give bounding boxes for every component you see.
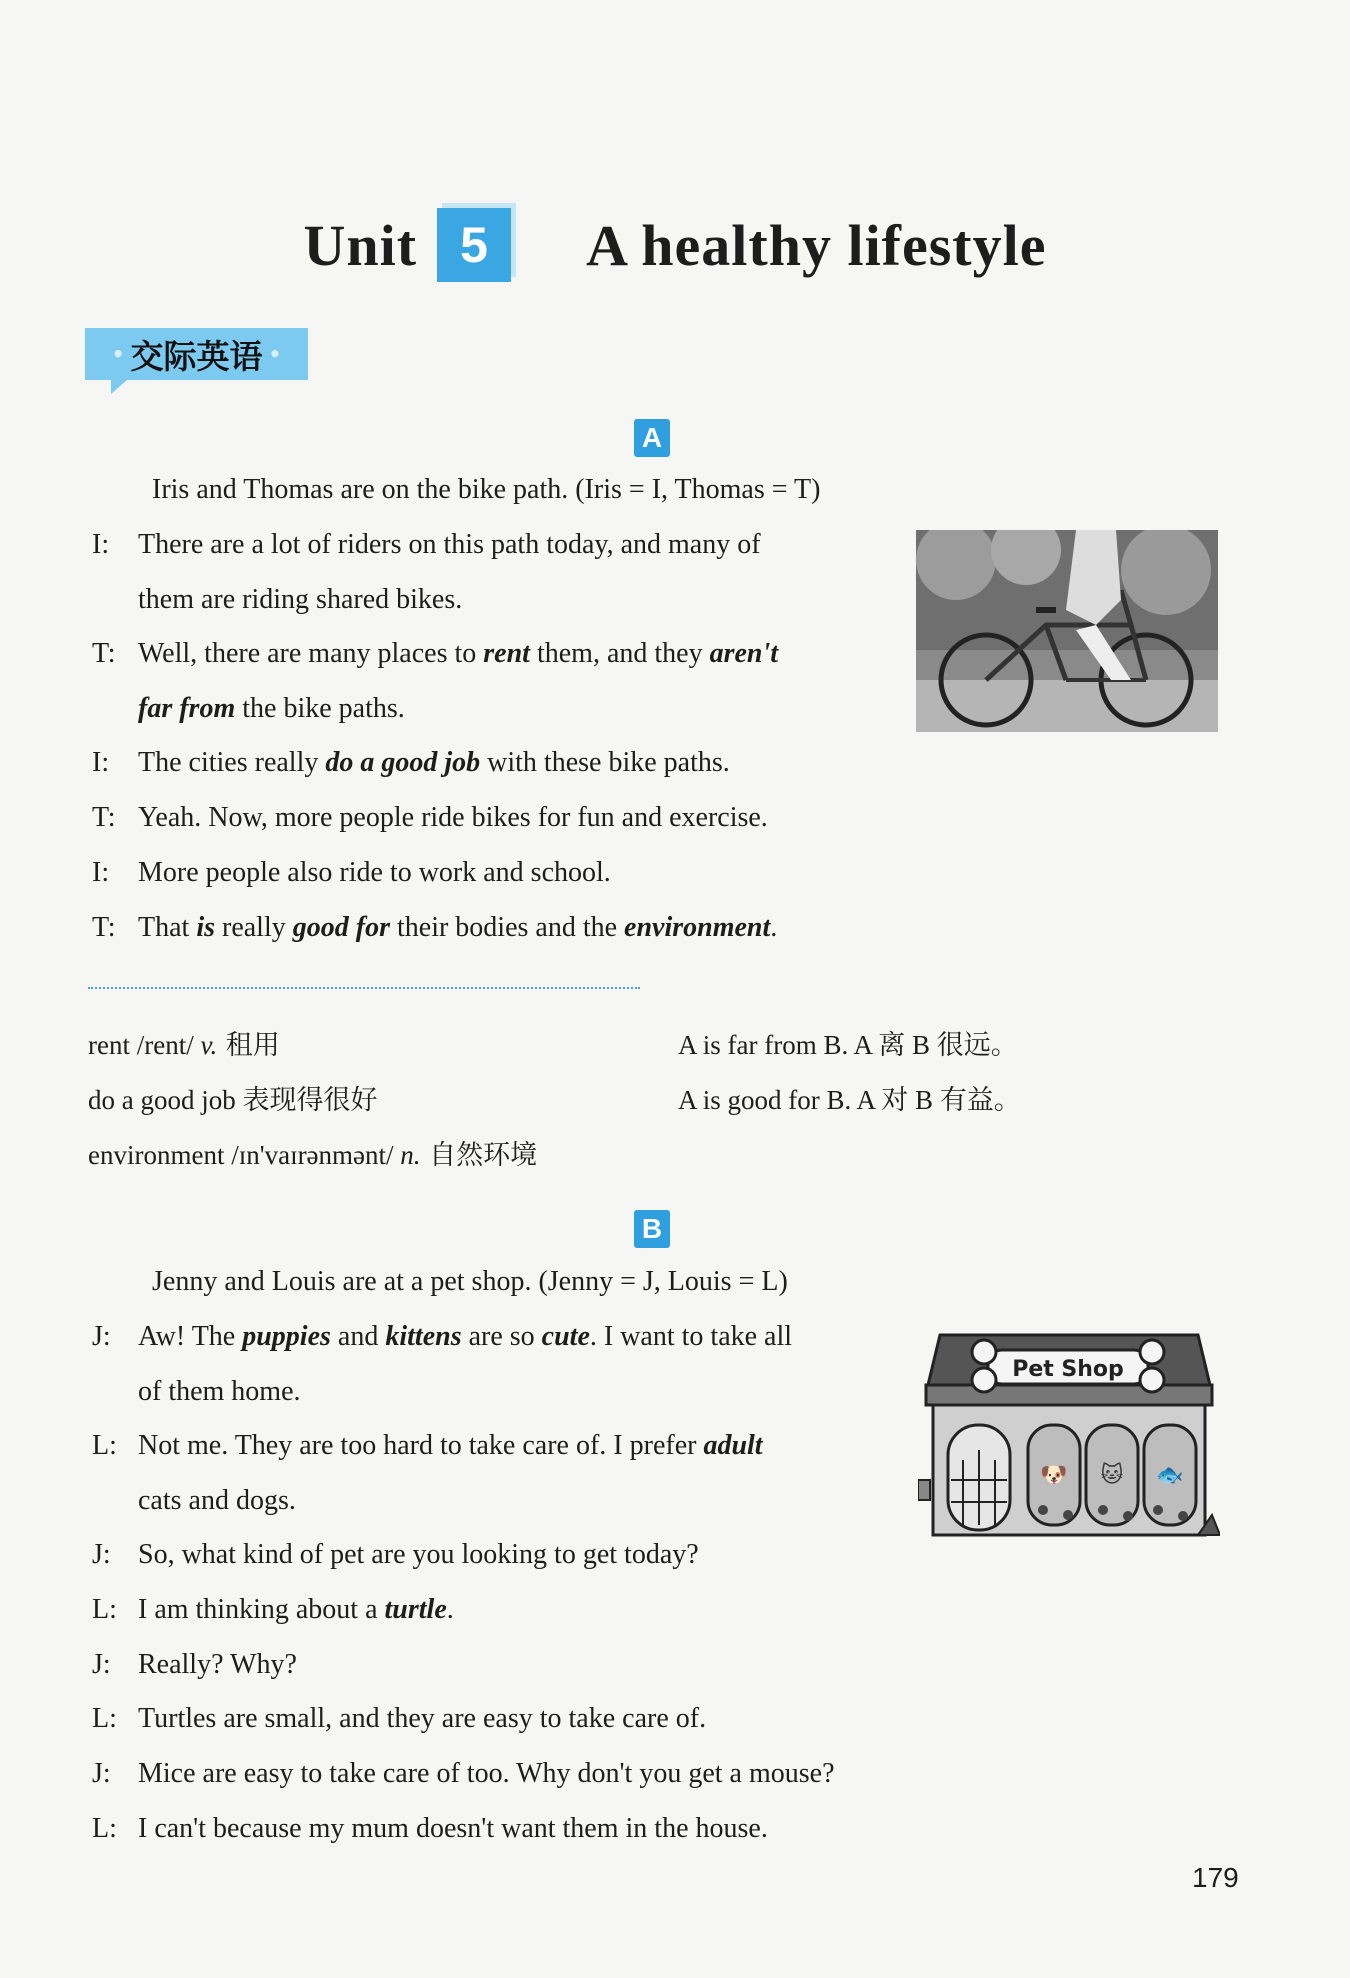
dialog-a-intro: Iris and Thomas are on the bike path. (Iris = I, Thomas = T) [152,474,821,505]
dialog-line [92,747,730,779]
dialog-line [92,529,761,561]
line-text: Mice are easy to take care of too. Why don't you get a mouse? [138,1758,835,1789]
line-text: Aw! The [138,1321,243,1352]
vocab-word: B [905,1030,937,1060]
vocab-word: B [908,1085,940,1115]
line-text: the bike paths. [235,693,405,724]
unit-word: Unit [303,212,418,278]
section-label-text: 交际英语 [130,336,263,376]
line-text: Well, there are many places to [138,638,484,669]
dialog-b-intro: Jenny and Louis are at a pet shop. (Jenny = J, Louis = L) [152,1266,788,1297]
dialog-line-continuation [138,584,462,616]
speaker-label: T: [92,638,116,669]
keyword: do a good job [325,747,481,778]
section-label [85,328,308,380]
keyword: environment [624,912,771,943]
vocab-meaning: 很远。 [936,1030,1018,1061]
vocab-item [88,1023,280,1062]
page-number: 179 [1192,1862,1239,1893]
line-text: Yeah. Now, more people ride bikes for fun and exercise. [138,802,768,833]
line-text: their bodies and the [389,912,625,943]
speaker-label: J: [92,1539,111,1570]
vocab-meaning: 租用 [217,1030,280,1061]
line-text: So, what kind of pet are you looking to get today? [138,1539,699,1570]
speaker-label: T: [92,912,116,943]
keyword: aren't [709,638,779,669]
dialog-line [92,1758,835,1790]
dialog-line [92,857,611,889]
unit-number-badge: 5 [437,208,511,282]
vocab-item [88,1078,378,1117]
dialog-line [92,1594,454,1626]
speaker-label: L: [92,1813,117,1844]
dialog-line [92,1430,763,1462]
speaker-label: L: [92,1703,117,1734]
dialog-line-continuation [138,693,405,725]
speaker-label: I: [92,747,110,778]
vocab-meaning: 自然环境 [420,1140,538,1171]
keyword: adult [703,1430,763,1461]
vocab-item [678,1023,1018,1062]
vocab-word: environment /ɪn'vaɪrənmənt/ [88,1140,401,1170]
dot-icon: • [111,342,125,366]
dialog-line-continuation [138,1485,296,1517]
line-text: them are riding shared bikes. [138,584,463,615]
line-text: cats and dogs. [138,1485,296,1516]
keyword: good for [292,912,390,943]
fish-icon: 🐟 [1156,1463,1184,1488]
speaker-label: L: [92,1594,117,1625]
keyword: rent [483,638,530,669]
bike-photo [916,530,1218,732]
pet-shop-illustration [918,1330,1220,1545]
line-text: Really? Why? [138,1649,297,1680]
line-text: with these bike paths. [480,747,730,778]
unit-title: A healthy lifestyle [586,212,1047,278]
dialog-line [92,1703,706,1735]
keyword: kittens [385,1321,462,1352]
speaker-label: J: [92,1758,111,1789]
shop-sign-text: Pet Shop [1012,1357,1124,1382]
keyword: puppies [242,1321,331,1352]
dialog-line [92,638,778,670]
line-text: them, and they [529,638,710,669]
line-text: . I want to take all [589,1321,793,1352]
vocab-meaning: 离 [878,1030,906,1061]
dialog-line [92,802,768,834]
speaker-label: T: [92,802,116,833]
speaker-label: I: [92,529,110,560]
dialog-b-badge: B [634,1210,670,1248]
line-text: More people also ride to work and school. [138,857,611,888]
unit-title-row [0,208,1350,282]
line-text: I can't because my mum doesn't want them in the house. [138,1813,768,1844]
line-text: of them home. [138,1376,301,1407]
vocab-pos: v. [200,1030,218,1060]
vocab-divider [88,987,640,989]
speaker-label: L: [92,1430,117,1461]
line-text: are so [461,1321,542,1352]
line-text: . [770,912,778,943]
dialog-line [92,1813,768,1845]
line-text: Turtles are small, and they are easy to take care of. [138,1703,707,1734]
line-text: Not me. They are too hard to take care of. I prefer [138,1430,704,1461]
speaker-label: J: [92,1321,111,1352]
keyword: turtle [384,1594,447,1625]
dialog-line [92,1649,297,1681]
line-text: really [215,912,293,943]
vocab-item [678,1078,1021,1117]
vocab-word: A is good for B. A [678,1085,882,1115]
line-text: and [330,1321,386,1352]
speaker-label: J: [92,1649,111,1680]
line-text: I am thinking about a [138,1594,385,1625]
vocab-meaning: 有益。 [939,1085,1021,1116]
dialog-line [92,1539,699,1571]
speaker-label: I: [92,857,110,888]
dialog-line [92,912,777,944]
line-text: The cities really [138,747,326,778]
vocab-word: A is far from B. A [678,1030,879,1060]
dot-icon: • [268,342,282,366]
dialog-line-continuation [138,1376,301,1408]
vocab-meaning: 对 [881,1085,909,1116]
line-text: . [446,1594,454,1625]
keyword: far from [138,693,236,724]
line-text: There are a lot of riders on this path today, and many of [138,529,761,560]
line-text: That [138,912,197,943]
dog-icon: 🐶 [1040,1463,1068,1488]
vocab-pos: n. [400,1140,421,1170]
vocab-item [88,1133,537,1172]
dialog-a-badge: A [634,419,670,457]
keyword: cute [541,1321,590,1352]
cat-icon: 🐱 [1100,1463,1124,1488]
vocab-word: rent /rent/ [88,1030,201,1060]
vocab-word: do a good job [88,1085,243,1115]
dialog-line [92,1321,792,1353]
vocab-meaning: 表现得很好 [242,1085,378,1116]
keyword: is [196,912,215,943]
